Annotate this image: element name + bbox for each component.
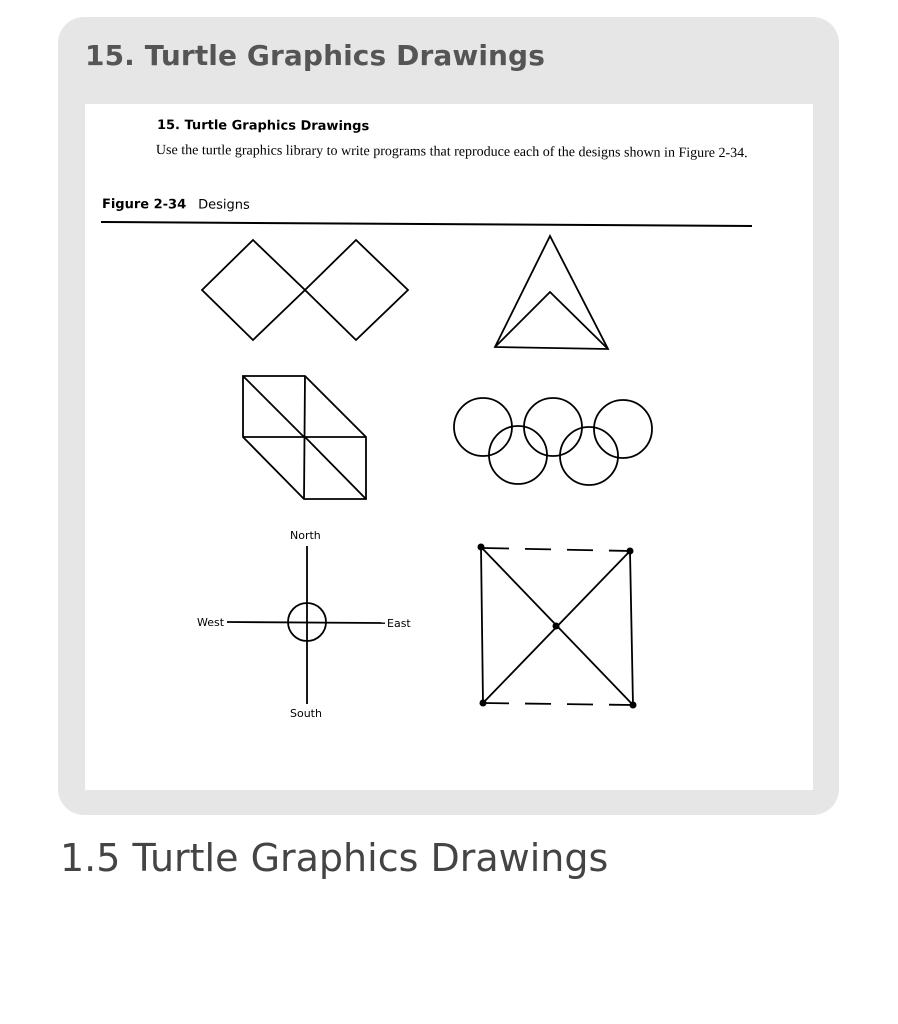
design-two-diamonds bbox=[202, 240, 408, 340]
compass-south-label: South bbox=[290, 707, 322, 720]
figure-title: Designs bbox=[198, 197, 250, 213]
figure-designs bbox=[85, 104, 813, 790]
compass-west-label: West bbox=[197, 616, 225, 629]
document-heading: 15. Turtle Graphics Drawings bbox=[156, 118, 370, 135]
document-image bbox=[85, 104, 813, 790]
design-split-parallelogram bbox=[243, 376, 366, 499]
design-five-rings bbox=[454, 398, 652, 485]
compass-east-label: East bbox=[387, 617, 411, 630]
design-nested-triangles bbox=[495, 236, 608, 349]
card-title: 15. Turtle Graphics Drawings bbox=[85, 39, 545, 72]
compass-north-label: North bbox=[290, 529, 321, 542]
figure-number: Figure 2-34 bbox=[101, 197, 187, 213]
figure-rule bbox=[101, 222, 752, 226]
design-compass bbox=[227, 546, 385, 704]
content-card bbox=[58, 17, 839, 815]
section-caption: 1.5 Turtle Graphics Drawings bbox=[60, 836, 609, 880]
document-body: Use the turtle graphics library to write programs that reproduce each of the designs shown in Figure 2-34. bbox=[155, 142, 748, 162]
